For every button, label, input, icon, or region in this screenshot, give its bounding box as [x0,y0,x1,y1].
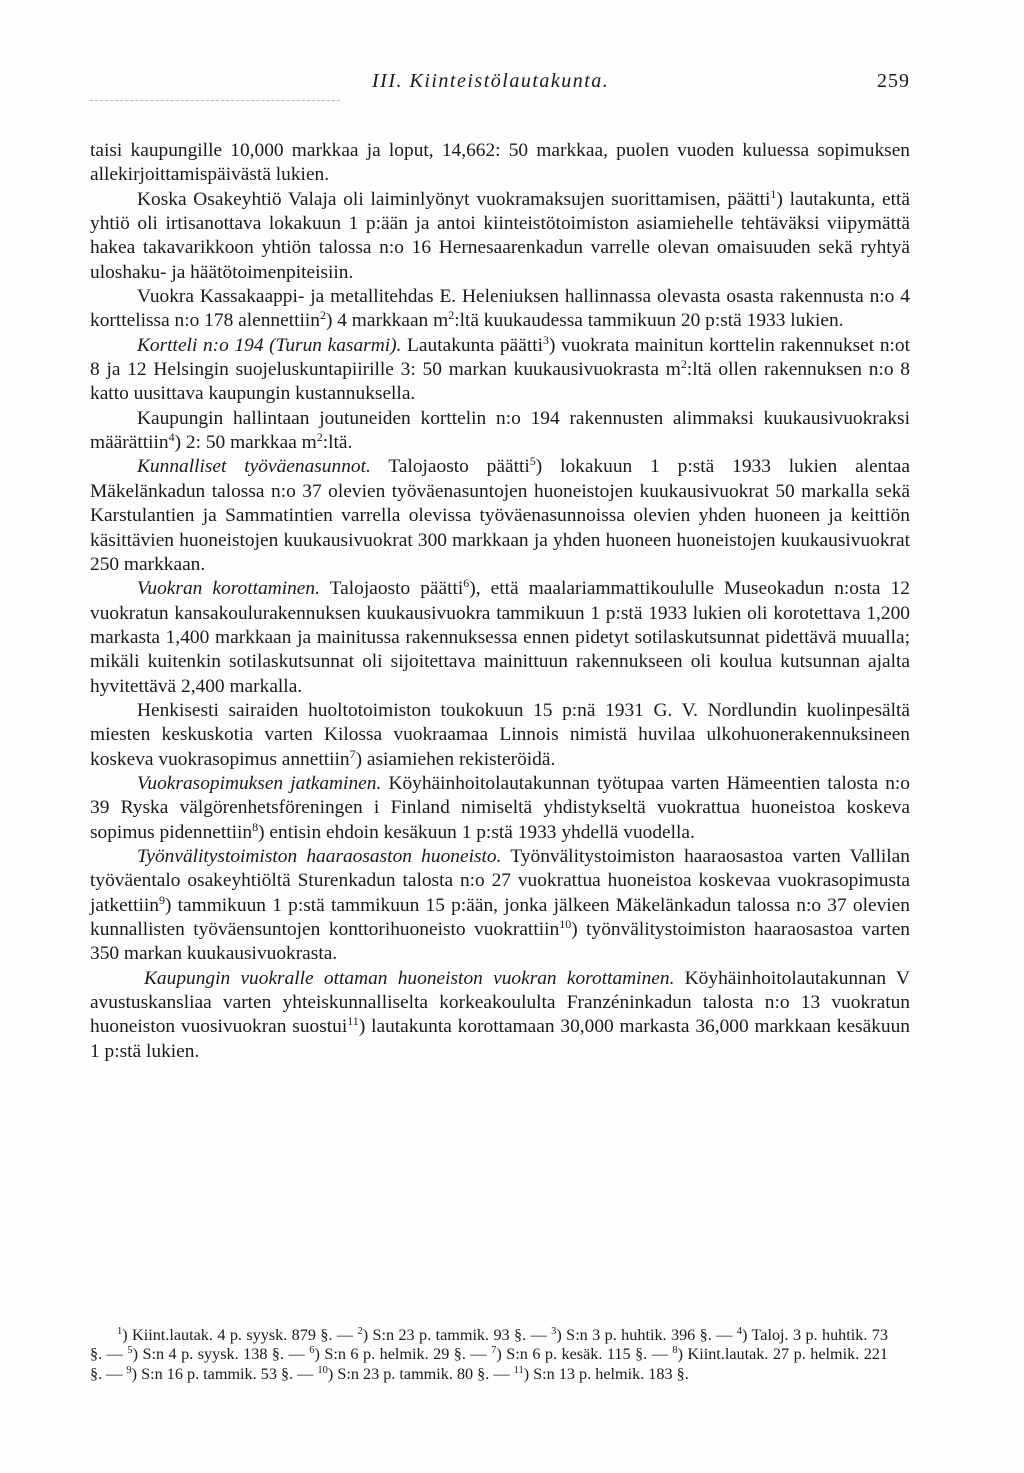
paragraph-5: Kaupungin hallintaan joutuneiden korttelin n:o 194 rakennusten alimmaksi kuukausivuokraksi määrättiin$^4$) 2: 50 markkaa $m^2:ltä$. [90,407,910,454]
footnote-ref: 9 [158,892,165,907]
section-heading: Vuokrasopimuksen jatkaminen. [137,772,382,794]
unit-superscript: 2 [680,357,687,372]
section-heading: Kaupungin vuokralle ottaman huoneiston vuokran korottaminen. [144,967,675,989]
header-title: III. Kiinteistölautakunta. [372,70,610,92]
paragraph-1: taisi kaupungille 10,000 markkaa ja loput, 14,662: 50 markkaa, puolen vuoden kuluessa sopimuksen allekirjoittamispäivästä lukien. [90,140,910,186]
body-text [90,139,910,1064]
footnote-list: $^1$) Kiint.lautak. 4 p. syysk. 879 §. — $^2$) S:n 23 p. tammik. 93 §. — $^3$) S:n 3 p. huhtik. 396 §. — $^4$) Taloj. 3 p. huhtik. 73 §. — $^5$) S:n 4 p. syysk. 138 §. — $^6$) S:n 6 p. helmik. 29 §. — $^7$) S:n 6 p. kesäk. 115 §. — $^8$) Kiint.lautak. 27 p. helmik. 221 §. — $^9$) S:n 16 p. tammik. 53 §. — $^{10}$) S:n 23 p. tammik. 80 §. — $^{11}$) S:n 13 p. helmik. 183 §. [90,1326,888,1383]
paragraph-2: Koska Osakeyhtiö Valaja oli laiminlyönyt vuokramaksujen suorittamisen, päätti$^1$) lautakunta, että yhtiö oli irtisanottava lokakuun 1 p:ään ja antoi kiinteistötoimiston asiamiehelle tehtäväksi viipymättä hakea takavarikkoon yhtiön talossa n:o 16 Hernesaarenkadun varrelle olevan omaisuuden sekä ryhtyä uloshaku- ja häätötoimenpiteisiin. [90,186,910,283]
section-heading: Kortteli n:o 194 (Turun kasarmi). [137,334,402,356]
unit-superscript: 2 [316,430,323,445]
footnote-ref: 1 [770,186,777,201]
footnote-ref: 6 [463,576,470,591]
paragraph-8: Henkisesti sairaiden huoltotoimiston toukokuun 15 p:nä 1931 G. V. Nordlundin kuolinpesältä miesten keskuskotia varten Kilossa vuokraamaa Linnois nimistä huvilaa ulkohuonerakennuksineen koskeva vuokrasopimus annettiin$^7$) asiamiehen rekisteröidä. [90,699,910,770]
footnotes [90,1326,888,1384]
footnote-ref: 11 [347,1014,359,1029]
paragraph-7: Vuokran korottaminen. Talojaosto päätti$^6$), että maalariammattikoululle Museokadun n:osta 12 vuokratun kansakoulurakennuksen kuukausivuokra tammikuun 1 p:stä 1933 lukien oli korotettava 1,200 markasta 1,400 markkaan ja mainitussa rakennuksessa ennen pidetyt sotilaskutsunnat pidettävä muualla; mikäli kuitenkin sotilaskutsunnat oli sijoitettava mainittuun rakennukseen oli koulua kutsunnan ajalta hyvitettävä 2,400 markalla. [90,576,910,697]
footnote-ref: 2 [319,308,326,323]
footnote-ref: 8 [252,819,259,834]
running-header [90,70,910,104]
footnote-ref: 3 [543,332,549,347]
paragraph-4: Kortteli n:o 194 (Turun kasarmi). Lautakunta päätti$^3$) vuokrata mainitun korttelin rakennukset n:ot 8 ja 12 Helsingin suojeluskuntapiirille 3: 50 markan kuukausivuokrasta $m^2:ltä$ ollen rakennuksen n:o 8 katto uusittava kaupungin kustannuksella. [90,332,910,405]
section-heading: Vuokran korottaminen. [137,578,320,600]
footnote-ref: 5 [529,454,536,469]
header-rule [90,100,340,101]
footnote-ref: 10 [559,917,572,931]
paragraph-11: Kaupungin vuokralle ottaman huoneiston vuokran korottaminen. Köyhäinhoitolautakunnan V avustuskansliaa varten yhteiskunnalliselta korkeakoululta Franzéninkadun talosta n:o 13 vuokratun huoneiston vuosivuokran suostui$^{11}$) lautakunta korottamaan 30,000 markasta 36,000 markkaan kesäkuun 1 p:stä lukien. [90,967,910,1062]
paragraph-3: Vuokra Kassakaappi- ja metallitehdas E. Heleniuksen hallinnassa olevasta osasta rakennusta n:o 4 korttelissa n:o 178 alennettiin$^2$) 4 markkaan $m^2:ltä$ kuukaudessa tammikuun 20 p:stä 1933 lukien. [90,286,910,332]
footnote-ref: 4 [168,430,175,445]
paragraph-9: Vuokrasopimuksen jatkaminen. Köyhäinhoitolautakunnan työtupaa varten Hämeentien talosta n:o 39 Ryska välgörenhetsföreningen i Finland nimiseltä yhdistykseltä vuokrattua huoneistoa koskeva sopimus pidennettiin$^8$) entisin ehdoin kesäkuun 1 p:stä 1933 yhdellä vuodella. [90,772,910,843]
unit-superscript: 2 [448,308,455,323]
footnote-ref: 7 [349,746,356,761]
section-heading: Kunnalliset työväenasunnot. [137,456,371,478]
page-number: 259 [877,70,910,92]
section-heading: Työnvälitystoimiston haaraosaston huoneisto. [137,845,502,867]
paragraph-6: Kunnalliset työväenasunnot. Talojaosto päätti$^5$) lokakuun 1 p:stä 1933 lukien alentaa Mäkelänkadun talossa n:o 37 olevien työväenasuntojen huoneistojen kuukausivuokrat 50 markalla sekä Karstulantien ja Sammatintien varrella olevissa työväenasunnoissa olevien yhden huoneen ja keittiön käsittävien huoneistojen kuukausivuokrat 300 markkaan ja yhden huoneen huoneistojen kuukausivuokrat 250 markkaan. [90,454,910,575]
paragraph-10: Työnvälitystoimiston haaraosaston huoneisto. Työnvälitystoimiston haaraosastoa varten Vallilan työväentalo osakeyhtiöltä Sturenkadun talosta n:o 27 vuokrattua huoneistoa koskevaa vuokrasopimusta jatkettiin$^9$) tammikuun 1 p:stä tammikuun 15 p:ään, jonka jälkeen Mäkelänkadun talossa n:o 37 olevien kunnallisten työväensuntojen konttorihuoneisto vuokrattiin$^{10}$) työnvälitystoimiston haaraosastoa varten 350 markan kuukausivuokrasta. [90,845,911,965]
